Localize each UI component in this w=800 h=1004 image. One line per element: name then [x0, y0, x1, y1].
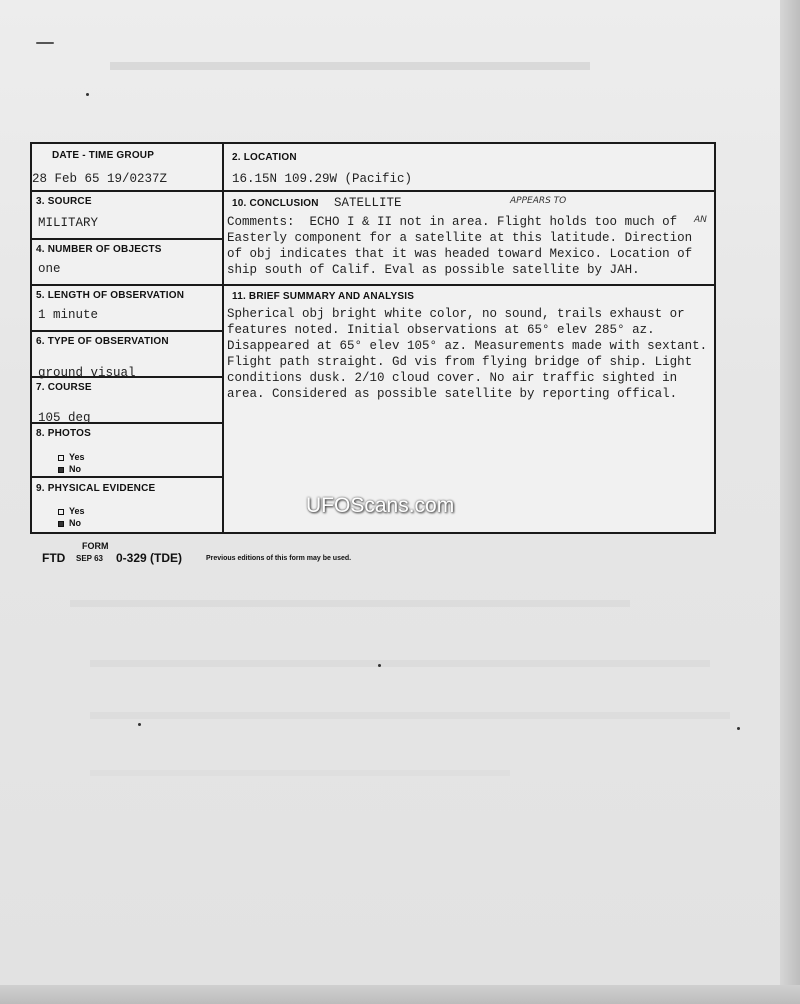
photos-yes-label: Yes	[69, 452, 85, 462]
form-number: 0-329 (TDE)	[116, 551, 183, 565]
source-label: 3. SOURCE	[36, 196, 92, 207]
row-divider	[32, 330, 222, 332]
checkbox-box-checked	[58, 521, 64, 527]
length-of-observation-label: 5. LENGTH OF OBSERVATION	[36, 290, 185, 301]
row-divider	[222, 284, 716, 286]
source-value: MILITARY	[38, 216, 99, 230]
photos-yes-checkbox	[58, 452, 85, 462]
bleed-through-mark	[110, 62, 590, 70]
form-date: SEP 63	[76, 554, 103, 563]
page-edge	[0, 985, 800, 1004]
row-divider	[32, 190, 222, 192]
summary-line: Disappeared at 65° elev 105° az. Measurements made with sextant.	[227, 339, 708, 353]
bleed-through-mark	[90, 660, 710, 667]
speck	[86, 93, 89, 96]
photos-label: 8. PHOTOS	[36, 428, 91, 439]
type-of-observation-value: ground visual	[38, 366, 136, 380]
course-label: 7. COURSE	[36, 382, 92, 393]
physical-evidence-no-checkbox	[58, 518, 81, 528]
row-divider	[32, 284, 222, 286]
physical-evidence-yes-label: Yes	[69, 506, 85, 516]
summary-line: features noted. Initial observations at 65° elev 285° az.	[227, 323, 655, 337]
date-time-group-label: DATE - TIME GROUP	[52, 150, 155, 161]
bleed-through-mark	[70, 600, 630, 607]
course-value: 105 deg	[38, 411, 91, 425]
speck	[737, 727, 740, 730]
row-divider	[32, 476, 222, 478]
photos-no-checkbox	[58, 464, 81, 474]
conclusion-label: 10. CONCLUSION	[232, 198, 319, 209]
speck	[138, 723, 141, 726]
bleed-through-mark	[90, 770, 510, 776]
bleed-through-mark	[90, 712, 730, 719]
watermark: UFOScans.com	[306, 494, 455, 517]
checkbox-box	[58, 455, 64, 461]
speck	[36, 42, 54, 44]
checkbox-box	[58, 509, 64, 515]
location-label: 2. LOCATION	[232, 152, 297, 163]
type-of-observation-label: 6. TYPE OF OBSERVATION	[36, 336, 169, 347]
form-word: FORM	[82, 541, 109, 551]
physical-evidence-yes-checkbox	[58, 506, 85, 516]
summary-line: Spherical obj bright white color, no sound, trails exhaust or	[227, 307, 685, 321]
speck	[378, 664, 381, 667]
conclusion-comment-line: Comments: ECHO I & II not in area. Flight holds too much of	[227, 215, 678, 229]
form-id-prefix: FTD	[42, 551, 66, 565]
location-value: 16.15N 109.29W (Pacific)	[232, 172, 413, 186]
row-divider	[222, 190, 716, 192]
column-divider	[222, 144, 224, 534]
date-time-group-value: 28 Feb 65 19/0237Z	[32, 172, 168, 186]
number-of-objects-label: 4. NUMBER OF OBJECTS	[36, 244, 162, 255]
physical-evidence-label: 9. PHYSICAL EVIDENCE	[36, 483, 156, 494]
conclusion-comment-line: Easterly component for a satellite at this latitude. Direction	[227, 231, 693, 245]
handwritten-annotation: AN	[694, 215, 707, 225]
row-divider	[32, 238, 222, 240]
page-edge	[780, 0, 800, 1004]
summary-line: conditions dusk. 2/10 cloud cover. No air traffic sighted in	[227, 371, 678, 385]
conclusion-comment-line: ship south of Calif. Eval as possible satellite by JAH.	[227, 263, 640, 277]
summary-label: 11. BRIEF SUMMARY AND ANALYSIS	[232, 291, 415, 302]
conclusion-comment-line: of obj indicates that it was headed toward Mexico. Location of	[227, 247, 693, 261]
summary-line: area. Considered as possible satellite by reporting offical.	[227, 387, 678, 401]
photos-no-label: No	[69, 464, 81, 474]
form-note: Previous editions of this form may be used.	[206, 555, 352, 562]
report-form	[30, 142, 716, 534]
conclusion-value: SATELLITE	[334, 196, 402, 210]
checkbox-box-checked	[58, 467, 64, 473]
length-of-observation-value: 1 minute	[38, 308, 99, 322]
summary-line: Flight path straight. Gd vis from flying bridge of ship. Light	[227, 355, 693, 369]
physical-evidence-no-label: No	[69, 518, 81, 528]
handwritten-annotation: APPEARS TO	[510, 196, 567, 206]
number-of-objects-value: one	[38, 262, 61, 276]
